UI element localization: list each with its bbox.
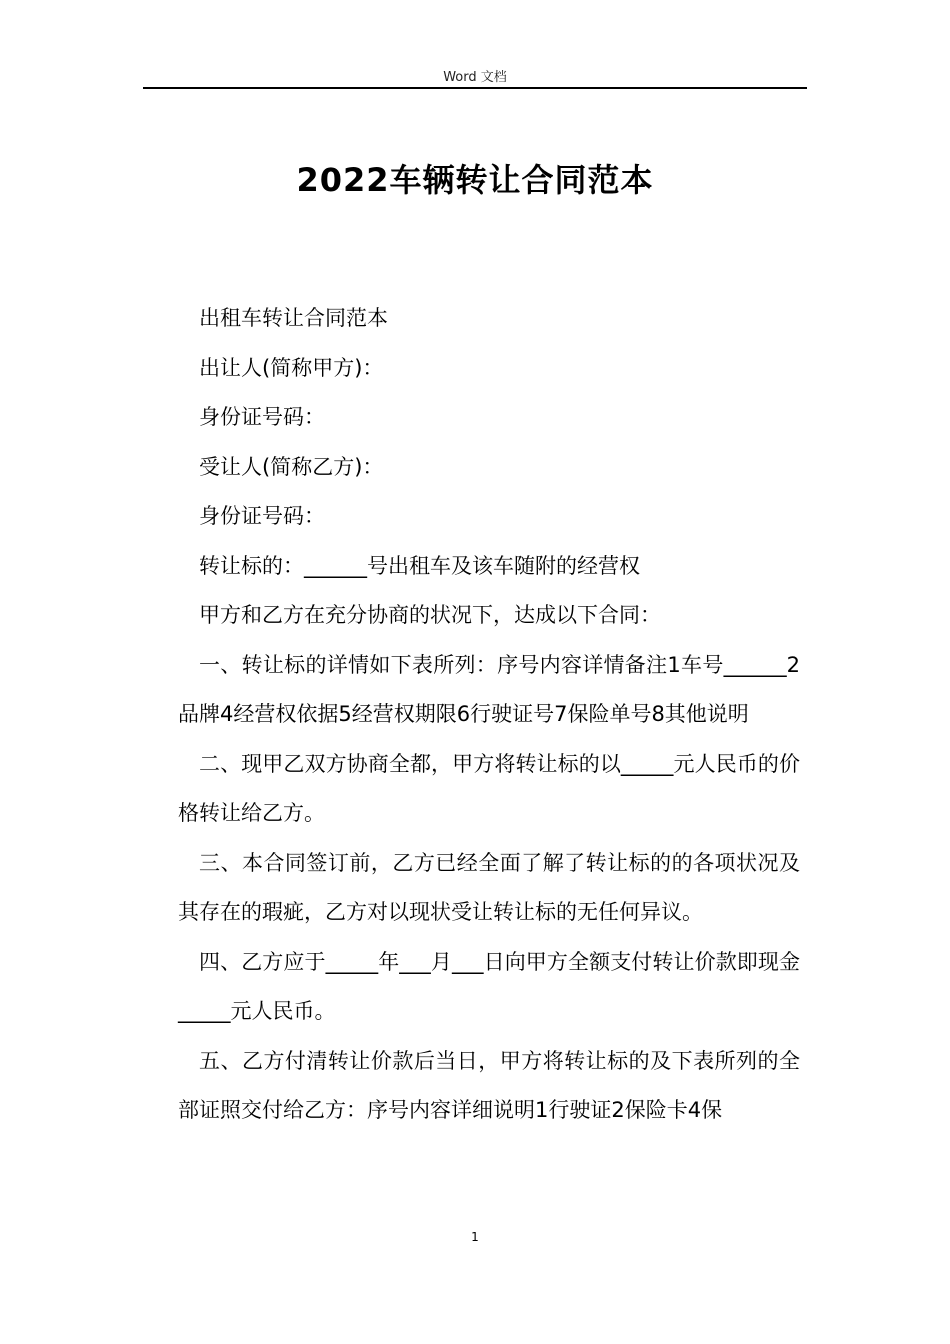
paragraph: 出租车转让合同范本 bbox=[199, 306, 388, 330]
paragraph: 三、本合同签订前，乙方已经全面了解了转让标的的各项状况及其存在的瑕疵，乙方对以现状受让转让标的无任何异议。 bbox=[178, 850, 800, 924]
header-divider bbox=[143, 87, 807, 89]
paragraph: 五、乙方付清转让价款后当日，甲方将转让标的及下表所列的全部证照交付给乙方：序号内容详细说明1行驶证2保险卡4保 bbox=[178, 1048, 800, 1122]
paragraph: 四、乙方应于_____年___月___日向甲方全额支付转让价款即现金_____元人民币。 bbox=[178, 949, 800, 1023]
document-body bbox=[178, 294, 800, 1136]
paragraph: 甲方和乙方在充分协商的状况下，达成以下合同： bbox=[199, 603, 661, 627]
paragraph: 转让标的：______号出租车及该车随附的经营权 bbox=[199, 553, 640, 578]
page-header: Word 文档 bbox=[443, 70, 507, 85]
paragraph: 受让人(简称乙方)： bbox=[199, 454, 384, 479]
paragraph: 二、现甲乙双方协商全都，甲方将转让标的以_____元人民币的价格转让给乙方。 bbox=[178, 751, 800, 825]
paragraph: 身份证号码： bbox=[199, 504, 325, 528]
document-title: 2022车辆转让合同范本 bbox=[296, 161, 654, 199]
paragraph: 身份证号码： bbox=[199, 405, 325, 429]
paragraph: 出让人(简称甲方)： bbox=[199, 355, 384, 380]
page-number: 1 bbox=[471, 1230, 479, 1244]
paragraph: 一、转让标的详情如下表所列：序号内容详情备注1车号______2品牌4经营权依据5经营权期限6行驶证号7保险单号8其他说明 bbox=[178, 652, 800, 726]
